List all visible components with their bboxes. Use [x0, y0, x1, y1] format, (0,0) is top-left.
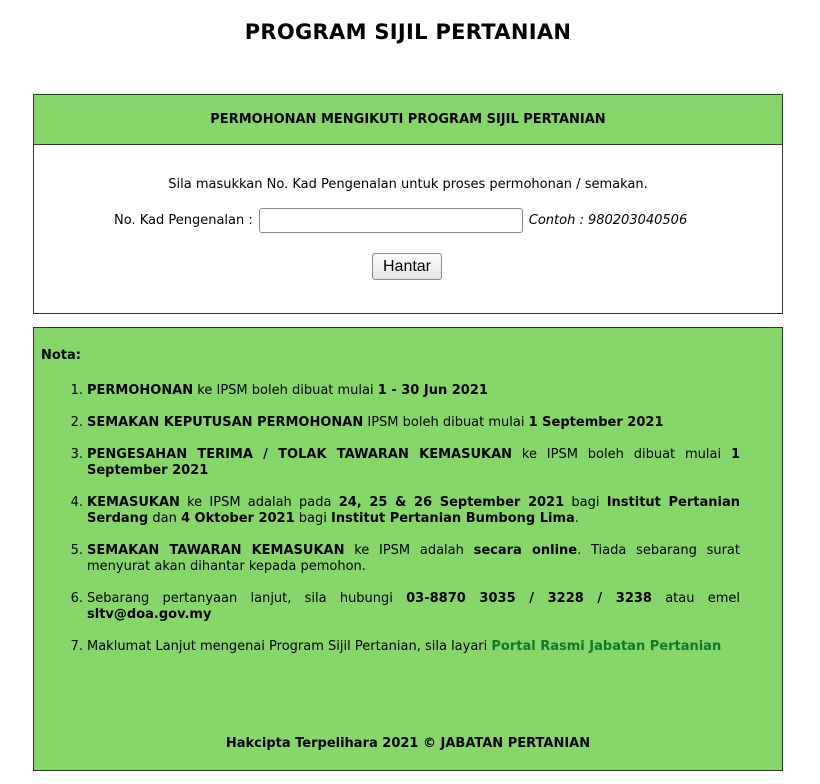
footer-copyright: Hakcipta Terpelihara 2021 © JABATAN PERTANIAN — [225, 736, 591, 751]
note-text: . Tiada sebarang surat menyurat akan dihantar kepada pemohon. — [87, 543, 740, 574]
note-text: bagi — [564, 495, 607, 510]
note-text: secara online — [473, 543, 578, 558]
note-text: SEMAKAN TAWARAN KEMASUKAN — [87, 543, 345, 558]
note-date: 1 - 30 Jun 2021 — [377, 383, 488, 398]
note-item-4 — [41, 495, 740, 527]
note-text: PENGESAHAN TERIMA / TOLAK TAWARAN KEMASUKAN — [87, 447, 513, 462]
note-item-3 — [41, 447, 740, 479]
note-text: IPSM boleh dibuat mulai — [363, 415, 529, 430]
notes-panel — [33, 327, 783, 771]
form-instruction: Sila masukkan No. Kad Pengenalan untuk proses permohonan / semakan. — [168, 177, 648, 192]
note-item-5 — [41, 543, 740, 575]
note-text: Maklumat Lanjut mengenai Program Sijil Pertanian, sila layari — [87, 639, 492, 654]
note-text: ke IPSM adalah pada — [179, 495, 339, 510]
note-text: ke IPSM boleh dibuat mulai — [193, 383, 378, 398]
note-date: 1 September 2021 — [87, 447, 740, 478]
note-item-2 — [41, 415, 740, 431]
note-text: bagi — [294, 511, 331, 526]
note-date: 24, 25 & 26 September 2021 — [338, 495, 565, 510]
note-text: dan — [148, 511, 181, 526]
note-text: KEMASUKAN — [87, 495, 180, 510]
portal-link[interactable]: Portal Rasmi Jabatan Pertanian — [491, 639, 722, 654]
application-form-panel — [33, 94, 783, 314]
note-item-6 — [41, 591, 740, 623]
note-text: ke IPSM boleh dibuat mulai — [512, 447, 731, 462]
ic-number-example: Contoh : 980203040506 — [528, 213, 688, 228]
note-text: SEMAKAN KEPUTUSAN PERMOHONAN — [87, 415, 364, 430]
contact-email: sltv@doa.gov.my — [87, 607, 212, 622]
note-date: 1 September 2021 — [528, 415, 664, 430]
form-header: PERMOHONAN MENGIKUTI PROGRAM SIJIL PERTANIAN — [34, 95, 782, 145]
note-number: 6. — [70, 591, 83, 606]
note-text: atau emel — [651, 591, 740, 606]
note-number: 3. — [70, 447, 83, 462]
ic-number-row — [114, 208, 687, 233]
note-number: 7. — [70, 639, 83, 654]
ic-number-input[interactable] — [259, 208, 523, 233]
notes-title: Nota: — [41, 348, 81, 363]
notes-list — [41, 383, 740, 671]
note-number: 2. — [70, 415, 83, 430]
page-title: PROGRAM SIJIL PERTANIAN — [244, 20, 572, 44]
note-text: ke IPSM adalah — [344, 543, 474, 558]
note-item-7 — [41, 639, 740, 655]
note-number: 4. — [70, 495, 83, 510]
ic-number-label: No. Kad Pengenalan : — [114, 213, 253, 228]
note-text: . — [574, 511, 579, 526]
note-institute: Institut Pertanian Serdang — [87, 495, 740, 526]
note-number: 1. — [70, 383, 83, 398]
submit-button[interactable]: Hantar — [372, 253, 442, 280]
note-text: Sebarang pertanyaan lanjut, sila hubungi — [87, 591, 407, 606]
note-item-1 — [41, 383, 740, 399]
note-institute: Institut Pertanian Bumbong Lima — [330, 511, 575, 526]
note-date: 4 Oktober 2021 — [180, 511, 295, 526]
contact-phone: 03-8870 3035 / 3228 / 3238 — [406, 591, 652, 606]
note-number: 5. — [70, 543, 83, 558]
note-text: PERMOHONAN — [87, 383, 194, 398]
